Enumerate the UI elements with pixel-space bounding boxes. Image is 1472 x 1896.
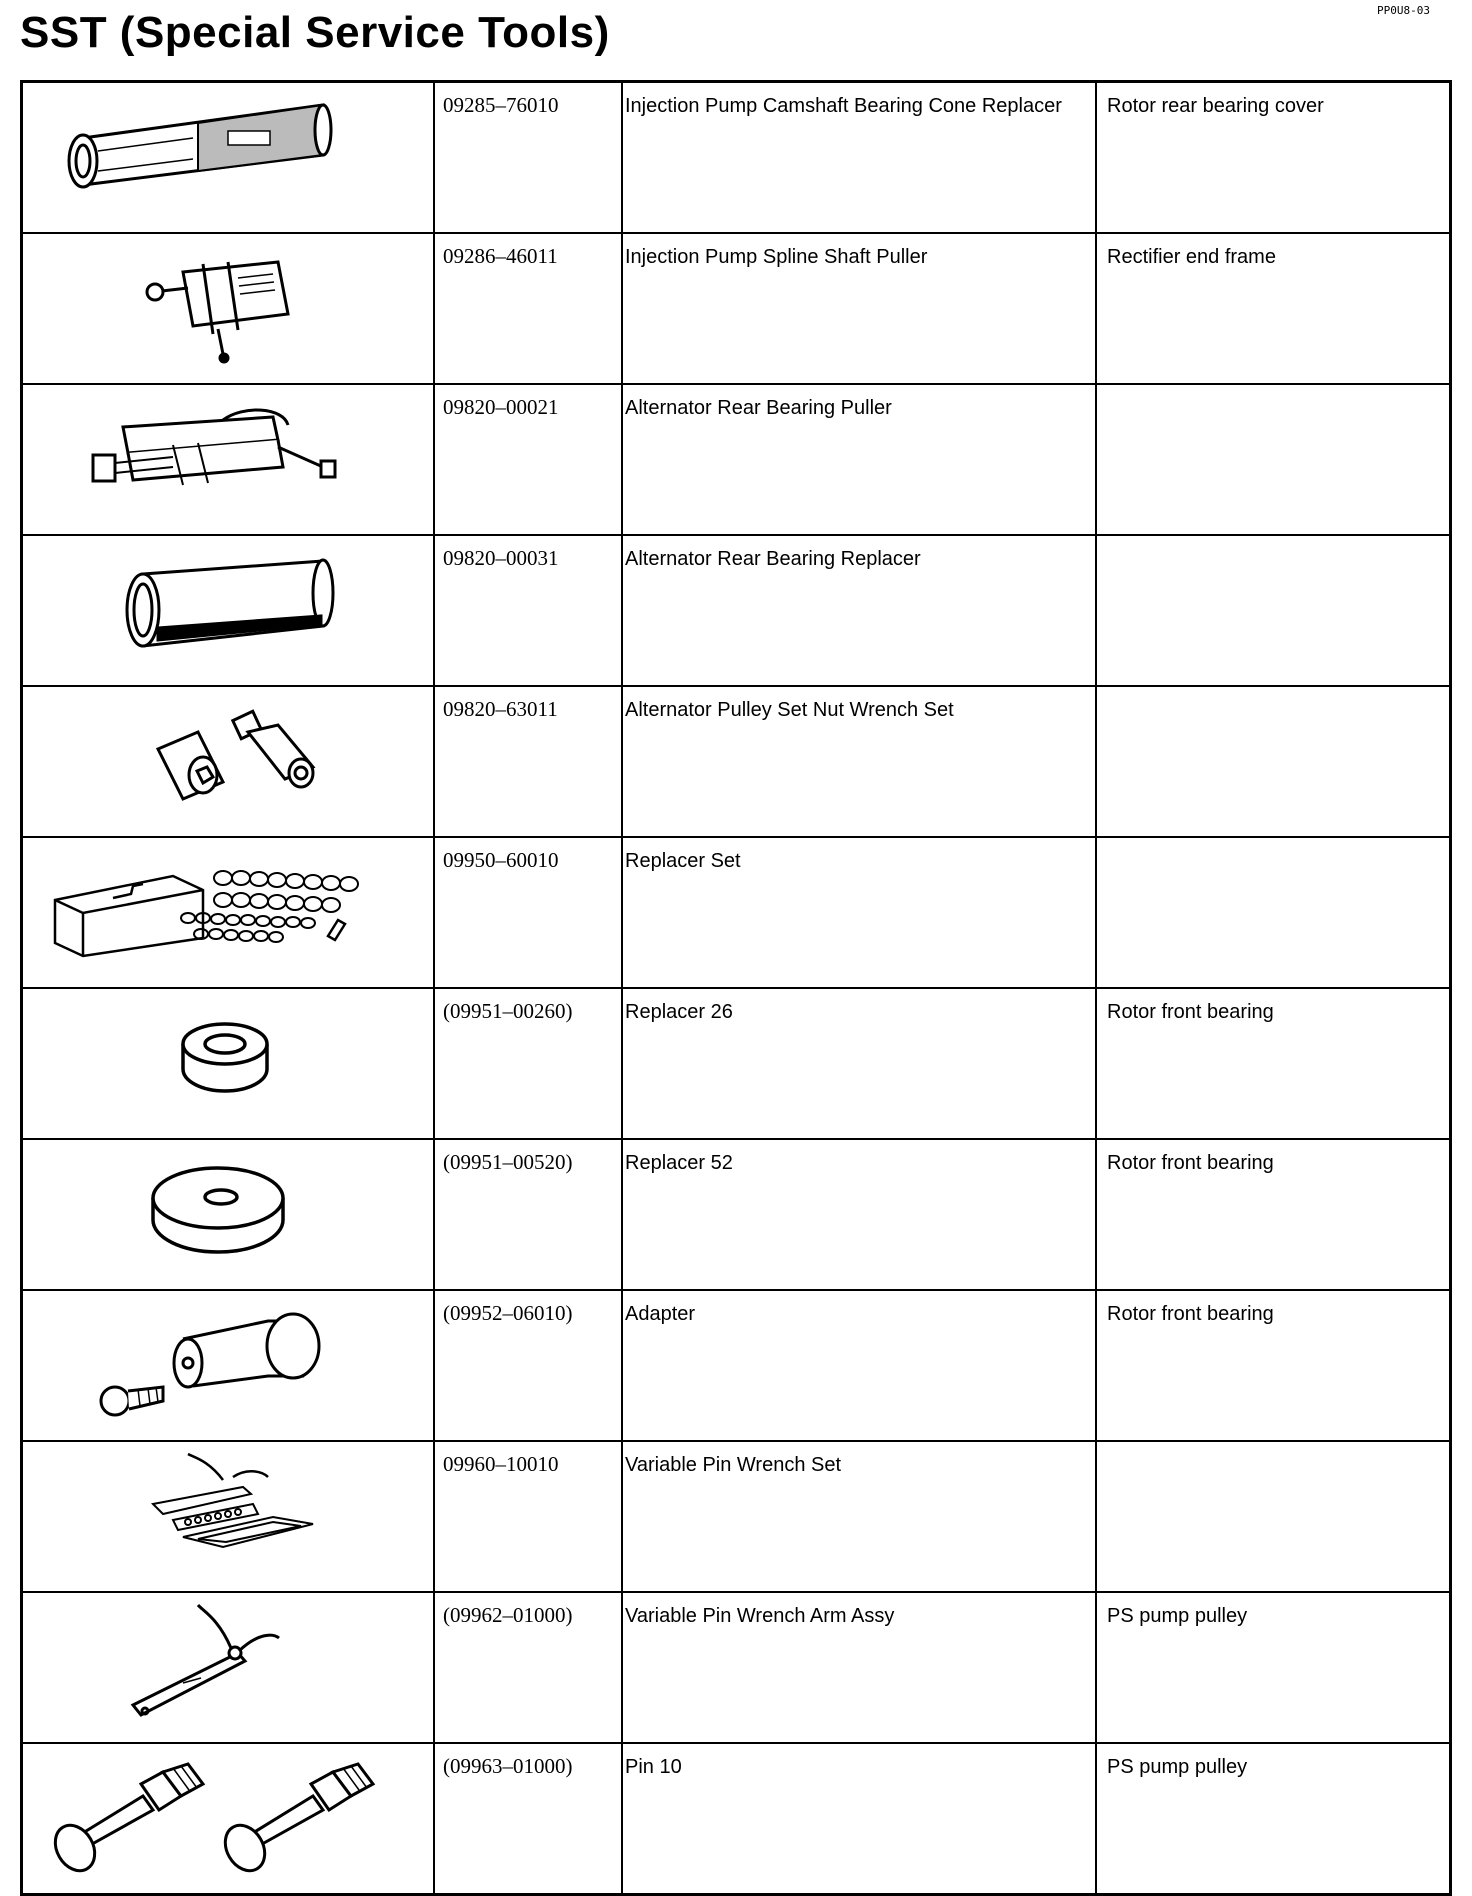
tool-name: Alternator Rear Bearing Replacer — [622, 535, 1096, 686]
table-row — [22, 686, 1451, 837]
tool-use — [1096, 384, 1451, 535]
large-disc-replacer-icon — [23, 1140, 433, 1279]
page-title: SST (Special Service Tools) — [20, 8, 610, 57]
tool-name: Variable Pin Wrench Set — [622, 1441, 1096, 1592]
table-row — [22, 1441, 1451, 1592]
spline-puller-icon — [23, 234, 433, 373]
tool-name: Injection Pump Spline Shaft Puller — [622, 233, 1096, 384]
table-row — [22, 384, 1451, 535]
table-row — [22, 1743, 1451, 1895]
pin-wrench-arm-icon — [23, 1593, 433, 1732]
sleeve-replacer-icon — [23, 83, 433, 222]
tool-name: Adapter — [622, 1290, 1096, 1441]
table-row — [22, 1592, 1451, 1743]
tube-replacer-icon — [23, 536, 433, 675]
part-number: 09950–60010 — [434, 837, 622, 988]
table-row — [22, 1290, 1451, 1441]
tool-name: Replacer 26 — [622, 988, 1096, 1139]
part-number: 09820–63011 — [434, 686, 622, 837]
document-code: PP0U8-03 — [1377, 4, 1430, 17]
tool-use: Rotor front bearing — [1096, 1139, 1451, 1290]
small-ring-replacer-icon — [23, 989, 433, 1128]
part-number: 09820–00021 — [434, 384, 622, 535]
part-number: (09952–06010) — [434, 1290, 622, 1441]
tool-name: Alternator Pulley Set Nut Wrench Set — [622, 686, 1096, 837]
tool-use: Rectifier end frame — [1096, 233, 1451, 384]
adapter-icon — [23, 1291, 433, 1430]
sst-table — [20, 80, 1452, 1896]
replacer-set-box-icon — [23, 838, 433, 977]
tool-name: Replacer 52 — [622, 1139, 1096, 1290]
tool-name: Variable Pin Wrench Arm Assy — [622, 1592, 1096, 1743]
part-number: 09285–76010 — [434, 82, 622, 234]
table-row — [22, 535, 1451, 686]
tool-name: Pin 10 — [622, 1743, 1096, 1895]
tool-use — [1096, 1441, 1451, 1592]
tool-use: Rotor front bearing — [1096, 1290, 1451, 1441]
part-number: (09951–00260) — [434, 988, 622, 1139]
tool-name: Replacer Set — [622, 837, 1096, 988]
tool-use: PS pump pulley — [1096, 1743, 1451, 1895]
part-number: (09951–00520) — [434, 1139, 622, 1290]
table-row — [22, 1139, 1451, 1290]
tool-name: Alternator Rear Bearing Puller — [622, 384, 1096, 535]
tool-use — [1096, 686, 1451, 837]
bearing-puller-icon — [23, 385, 433, 524]
tool-name: Injection Pump Camshaft Bearing Cone Replacer — [622, 82, 1096, 234]
part-number: 09286–46011 — [434, 233, 622, 384]
part-number: 09820–00031 — [434, 535, 622, 686]
part-number: 09960–10010 — [434, 1441, 622, 1592]
pin-wrench-set-icon — [23, 1442, 433, 1581]
part-number: (09963–01000) — [434, 1743, 622, 1895]
table-row — [22, 233, 1451, 384]
tool-use — [1096, 535, 1451, 686]
part-number: (09962–01000) — [434, 1592, 622, 1743]
tool-use — [1096, 837, 1451, 988]
socket-wrench-set-icon — [23, 687, 433, 826]
tool-use: Rotor front bearing — [1096, 988, 1451, 1139]
pin-bolt-icon — [23, 1744, 433, 1883]
table-row — [22, 988, 1451, 1139]
tool-use: Rotor rear bearing cover — [1096, 82, 1451, 234]
tool-use: PS pump pulley — [1096, 1592, 1451, 1743]
table-row — [22, 82, 1451, 234]
table-row — [22, 837, 1451, 988]
